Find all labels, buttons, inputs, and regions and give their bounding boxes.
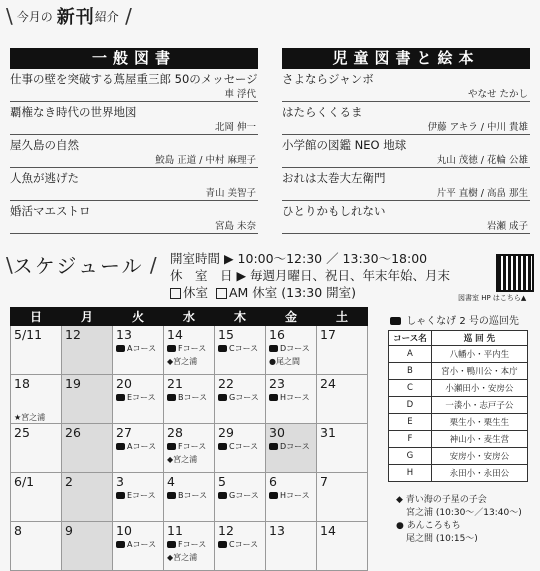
calendar-day bbox=[215, 375, 266, 424]
calendar-day bbox=[215, 326, 266, 375]
schedule-title: スケジュール bbox=[12, 254, 144, 278]
book-title: 人魚が逃げた bbox=[10, 171, 79, 185]
bus-icon bbox=[116, 541, 125, 548]
weekday-header: 水 bbox=[164, 308, 215, 326]
route-course: A bbox=[389, 346, 432, 363]
legend-am-closed: AM 休室 (13:30 開室) bbox=[228, 285, 357, 300]
children-books-title: 児童図書と絵本 bbox=[282, 48, 530, 69]
route-row bbox=[389, 346, 528, 363]
bus-icon bbox=[269, 345, 278, 352]
book-title: 屋久島の自然 bbox=[10, 138, 79, 152]
calendar-day bbox=[215, 473, 266, 522]
course-label bbox=[116, 392, 156, 403]
calendar-day bbox=[164, 522, 215, 571]
route-stops: 宮小・鴨川公・本庁 bbox=[431, 363, 527, 380]
course-label bbox=[218, 539, 258, 550]
calendar-day bbox=[317, 326, 368, 375]
calendar-day bbox=[113, 473, 164, 522]
route-course: B bbox=[389, 363, 432, 380]
qr-code[interactable] bbox=[496, 254, 534, 292]
course-label bbox=[116, 539, 156, 550]
opening-hours bbox=[170, 250, 450, 301]
course-name: Gコース bbox=[229, 393, 259, 402]
bus-icon bbox=[269, 492, 278, 499]
calendar-day bbox=[11, 522, 62, 571]
calendar-day bbox=[11, 424, 62, 473]
route-course: H bbox=[389, 465, 432, 482]
calendar-day bbox=[62, 522, 113, 571]
book-title: おれは太巻大左衛門 bbox=[282, 171, 386, 185]
calendar-day bbox=[266, 375, 317, 424]
route-stops: 八幡小・平内生 bbox=[431, 346, 527, 363]
route-row bbox=[389, 397, 528, 414]
book-entry bbox=[282, 102, 530, 135]
route-course: C bbox=[389, 380, 432, 397]
course-name: Aコース bbox=[127, 442, 157, 451]
book-title: 小学館の図鑑 NEO 地球 bbox=[282, 138, 407, 152]
event-1: ◆ 青い海の子星の子会 bbox=[396, 495, 487, 505]
day-number: 22 bbox=[218, 376, 234, 391]
course-name: Hコース bbox=[280, 491, 310, 500]
calendar-day bbox=[266, 522, 317, 571]
book-title: さよならジャンボ bbox=[282, 72, 374, 86]
event-marker: ◆宮之浦 bbox=[167, 357, 198, 366]
calendar-week bbox=[11, 375, 368, 424]
book-author: 青山 美智子 bbox=[205, 188, 256, 199]
calendar-week bbox=[11, 522, 368, 571]
calendar-day bbox=[164, 375, 215, 424]
header-suffix: 紹介 bbox=[94, 9, 119, 24]
slash-deco: \ bbox=[6, 4, 13, 28]
book-entry bbox=[10, 69, 258, 102]
calendar-day bbox=[317, 522, 368, 571]
bus-icon bbox=[116, 394, 125, 401]
day-number: 6 bbox=[269, 474, 277, 489]
event-2: ● あんころもち bbox=[396, 521, 461, 531]
route-stops: 栗生小・栗生生 bbox=[431, 414, 527, 431]
weekday-header: 月 bbox=[62, 308, 113, 326]
qr-note: 図書室 HP はこちら▲ bbox=[458, 294, 527, 302]
bookmobile-title-text: しゃくなげ 2 号の巡回先 bbox=[406, 316, 519, 327]
legend-closed: 休室 bbox=[183, 285, 209, 300]
bus-icon bbox=[116, 492, 125, 499]
weekday-header: 火 bbox=[113, 308, 164, 326]
route-course: D bbox=[389, 397, 432, 414]
general-books bbox=[10, 48, 258, 234]
route-row bbox=[389, 448, 528, 465]
calendar-day bbox=[62, 424, 113, 473]
day-number: 10 bbox=[116, 523, 132, 538]
course-name: Bコース bbox=[178, 393, 208, 402]
book-title: ひとりかもしれない bbox=[282, 204, 386, 218]
day-number: 9 bbox=[65, 523, 73, 538]
bus-icon bbox=[218, 541, 227, 548]
calendar-day bbox=[266, 424, 317, 473]
day-number: 28 bbox=[167, 425, 183, 440]
day-number: 13 bbox=[269, 523, 285, 538]
event-marker: ◆宮之浦 bbox=[167, 455, 198, 464]
course-label bbox=[167, 343, 206, 354]
calendar-day bbox=[317, 375, 368, 424]
book-author: 車 浮代 bbox=[224, 89, 256, 100]
day-number: 11 bbox=[167, 523, 183, 538]
course-name: Bコース bbox=[178, 491, 208, 500]
course-label bbox=[167, 539, 206, 550]
day-number: 5 bbox=[218, 474, 226, 489]
day-number: 14 bbox=[167, 327, 183, 342]
calendar-week bbox=[11, 326, 368, 375]
calendar bbox=[10, 307, 368, 571]
route-stops: 小瀬田小・安房公 bbox=[431, 380, 527, 397]
general-books-title: 一般図書 bbox=[10, 48, 258, 69]
event-marker: ●尾之間 bbox=[269, 357, 300, 366]
day-number: 18 bbox=[14, 376, 30, 391]
book-author: やなせ たかし bbox=[467, 89, 528, 100]
route-stops: 永田小・永田公 bbox=[431, 465, 527, 482]
bus-icon bbox=[218, 443, 227, 450]
bus-icon bbox=[218, 492, 227, 499]
day-number: 26 bbox=[65, 425, 81, 440]
course-name: Aコース bbox=[127, 540, 157, 549]
day-number: 29 bbox=[218, 425, 234, 440]
course-name: Cコース bbox=[229, 540, 259, 549]
event-2-detail: 尾之間 (10:15～) bbox=[406, 534, 478, 544]
event-marker: ★宮之浦 bbox=[14, 413, 46, 422]
book-title: 覇権なき時代の世界地図 bbox=[10, 105, 137, 119]
hours-line: 開室時間 ▶ 10:00～12:30 ／ 13:30～18:00 bbox=[170, 251, 428, 266]
bus-icon bbox=[269, 443, 278, 450]
legend-box bbox=[170, 288, 181, 299]
course-name: Hコース bbox=[280, 393, 310, 402]
closed-days-line: 休 室 日 ▶ 毎週月曜日、祝日、年末年始、月末 bbox=[170, 268, 451, 283]
weekday-header: 金 bbox=[266, 308, 317, 326]
day-number: 30 bbox=[269, 425, 285, 440]
course-label bbox=[218, 343, 258, 354]
calendar-day bbox=[164, 473, 215, 522]
route-header-course: コース名 bbox=[389, 331, 432, 346]
course-name: Dコース bbox=[280, 442, 310, 451]
weekday-header: 土 bbox=[317, 308, 368, 326]
event-legend bbox=[396, 494, 522, 546]
calendar-day bbox=[11, 375, 62, 424]
bus-icon bbox=[167, 345, 176, 352]
day-number: 23 bbox=[269, 376, 285, 391]
header-prefix: 今月の bbox=[16, 9, 53, 24]
calendar-day bbox=[164, 424, 215, 473]
bus-icon bbox=[167, 443, 176, 450]
course-name: Cコース bbox=[229, 442, 259, 451]
slash-deco: / bbox=[143, 252, 157, 277]
day-number: 5/11 bbox=[14, 327, 43, 342]
day-number: 31 bbox=[320, 425, 336, 440]
book-author: 片平 直樹 / 高畠 那生 bbox=[436, 188, 528, 199]
bus-icon bbox=[218, 345, 227, 352]
route-course: E bbox=[389, 414, 432, 431]
route-table bbox=[388, 330, 528, 482]
route-stops: 神山小・麦生営 bbox=[431, 431, 527, 448]
course-label bbox=[218, 441, 258, 452]
book-entry bbox=[10, 102, 258, 135]
calendar-day bbox=[164, 326, 215, 375]
calendar-day bbox=[11, 473, 62, 522]
day-number: 8 bbox=[14, 523, 22, 538]
calendar-day bbox=[317, 424, 368, 473]
course-label bbox=[218, 490, 259, 501]
course-label bbox=[116, 343, 156, 354]
course-label bbox=[167, 490, 207, 501]
calendar-day bbox=[62, 326, 113, 375]
calendar-day bbox=[266, 326, 317, 375]
calendar-legend bbox=[170, 284, 450, 301]
day-number: 27 bbox=[116, 425, 132, 440]
day-number: 16 bbox=[269, 327, 285, 342]
book-title: はたらくくるま bbox=[282, 105, 363, 119]
route-course: G bbox=[389, 448, 432, 465]
bus-icon bbox=[167, 492, 176, 499]
route-stops: 一湊小・志戸子公 bbox=[431, 397, 527, 414]
book-author: 北岡 伸一 bbox=[214, 122, 256, 133]
course-label bbox=[167, 441, 206, 452]
children-books bbox=[282, 48, 530, 234]
day-number: 14 bbox=[320, 523, 336, 538]
day-number: 4 bbox=[167, 474, 175, 489]
book-entry bbox=[282, 168, 530, 201]
day-number: 12 bbox=[65, 327, 81, 342]
course-name: Fコース bbox=[178, 540, 207, 549]
calendar-day bbox=[11, 326, 62, 375]
course-label bbox=[269, 490, 310, 501]
calendar-day bbox=[266, 473, 317, 522]
course-label bbox=[167, 392, 207, 403]
bus-icon bbox=[269, 394, 278, 401]
event-1-detail: 宮之浦 (10:30～／13:40～) bbox=[406, 508, 522, 518]
weekday-header: 日 bbox=[11, 308, 62, 326]
book-author: 宮島 未奈 bbox=[214, 221, 256, 232]
event-marker: ◆宮之浦 bbox=[167, 553, 198, 562]
route-row bbox=[389, 380, 528, 397]
day-number: 25 bbox=[14, 425, 30, 440]
book-entry bbox=[282, 69, 530, 102]
calendar-week bbox=[11, 424, 368, 473]
route-row bbox=[389, 363, 528, 380]
book-entry bbox=[10, 135, 258, 168]
course-name: Gコース bbox=[229, 491, 259, 500]
day-number: 24 bbox=[320, 376, 336, 391]
book-title: 仕事の壁を突破する蔦屋重三郎 50のメッセージ bbox=[10, 72, 258, 86]
book-author: 伊藤 アキラ / 中川 貴雄 bbox=[427, 122, 528, 133]
calendar-day bbox=[113, 522, 164, 571]
book-author: 鮫島 正道 / 中村 麻理子 bbox=[155, 155, 256, 166]
slash-deco: / bbox=[118, 4, 132, 28]
course-name: Eコース bbox=[127, 491, 156, 500]
route-row bbox=[389, 414, 528, 431]
bus-icon bbox=[167, 541, 176, 548]
calendar-day bbox=[113, 326, 164, 375]
course-name: Fコース bbox=[178, 344, 207, 353]
book-entry bbox=[10, 168, 258, 201]
calendar-day bbox=[317, 473, 368, 522]
day-number: 2 bbox=[65, 474, 73, 489]
course-label bbox=[269, 343, 310, 354]
book-entry bbox=[10, 201, 258, 234]
book-author: 丸山 茂徳 / 花輪 公雄 bbox=[436, 155, 528, 166]
course-label bbox=[218, 392, 259, 403]
legend-box bbox=[216, 288, 227, 299]
day-number: 15 bbox=[218, 327, 234, 342]
bus-icon bbox=[218, 394, 227, 401]
course-name: Aコース bbox=[127, 344, 157, 353]
book-title: 婚活マエストロ bbox=[10, 204, 91, 218]
route-header-stops: 巡 回 先 bbox=[431, 331, 527, 346]
bus-icon bbox=[116, 443, 125, 450]
day-number: 19 bbox=[65, 376, 81, 391]
bus-icon bbox=[167, 394, 176, 401]
day-number: 17 bbox=[320, 327, 336, 342]
route-row bbox=[389, 431, 528, 448]
route-course: F bbox=[389, 431, 432, 448]
bookmobile-title bbox=[390, 312, 519, 327]
schedule-header bbox=[6, 250, 157, 279]
calendar-day bbox=[113, 424, 164, 473]
day-number: 12 bbox=[218, 523, 234, 538]
day-number: 3 bbox=[116, 474, 124, 489]
calendar-day bbox=[62, 473, 113, 522]
day-number: 13 bbox=[116, 327, 132, 342]
calendar-week bbox=[11, 473, 368, 522]
course-label bbox=[269, 441, 310, 452]
course-label bbox=[116, 490, 156, 501]
book-author: 岩瀬 成子 bbox=[486, 221, 528, 232]
route-stops: 安房小・安房公 bbox=[431, 448, 527, 465]
course-label bbox=[269, 392, 310, 403]
calendar-day bbox=[215, 522, 266, 571]
day-number: 20 bbox=[116, 376, 132, 391]
day-number: 21 bbox=[167, 376, 183, 391]
day-number: 6/1 bbox=[14, 474, 35, 489]
course-name: Fコース bbox=[178, 442, 207, 451]
calendar-day bbox=[215, 424, 266, 473]
header-highlight: 新刊 bbox=[56, 7, 95, 28]
weekday-header: 木 bbox=[215, 308, 266, 326]
slash-deco: \ bbox=[6, 252, 13, 277]
route-row bbox=[389, 465, 528, 482]
calendar-day bbox=[113, 375, 164, 424]
course-label bbox=[116, 441, 156, 452]
course-name: Dコース bbox=[280, 344, 310, 353]
bus-icon bbox=[390, 317, 401, 325]
day-number: 7 bbox=[320, 474, 328, 489]
calendar-day bbox=[62, 375, 113, 424]
course-name: Cコース bbox=[229, 344, 259, 353]
book-entry bbox=[282, 201, 530, 234]
book-entry bbox=[282, 135, 530, 168]
course-name: Eコース bbox=[127, 393, 156, 402]
bus-icon bbox=[116, 345, 125, 352]
new-books-header bbox=[6, 2, 132, 30]
